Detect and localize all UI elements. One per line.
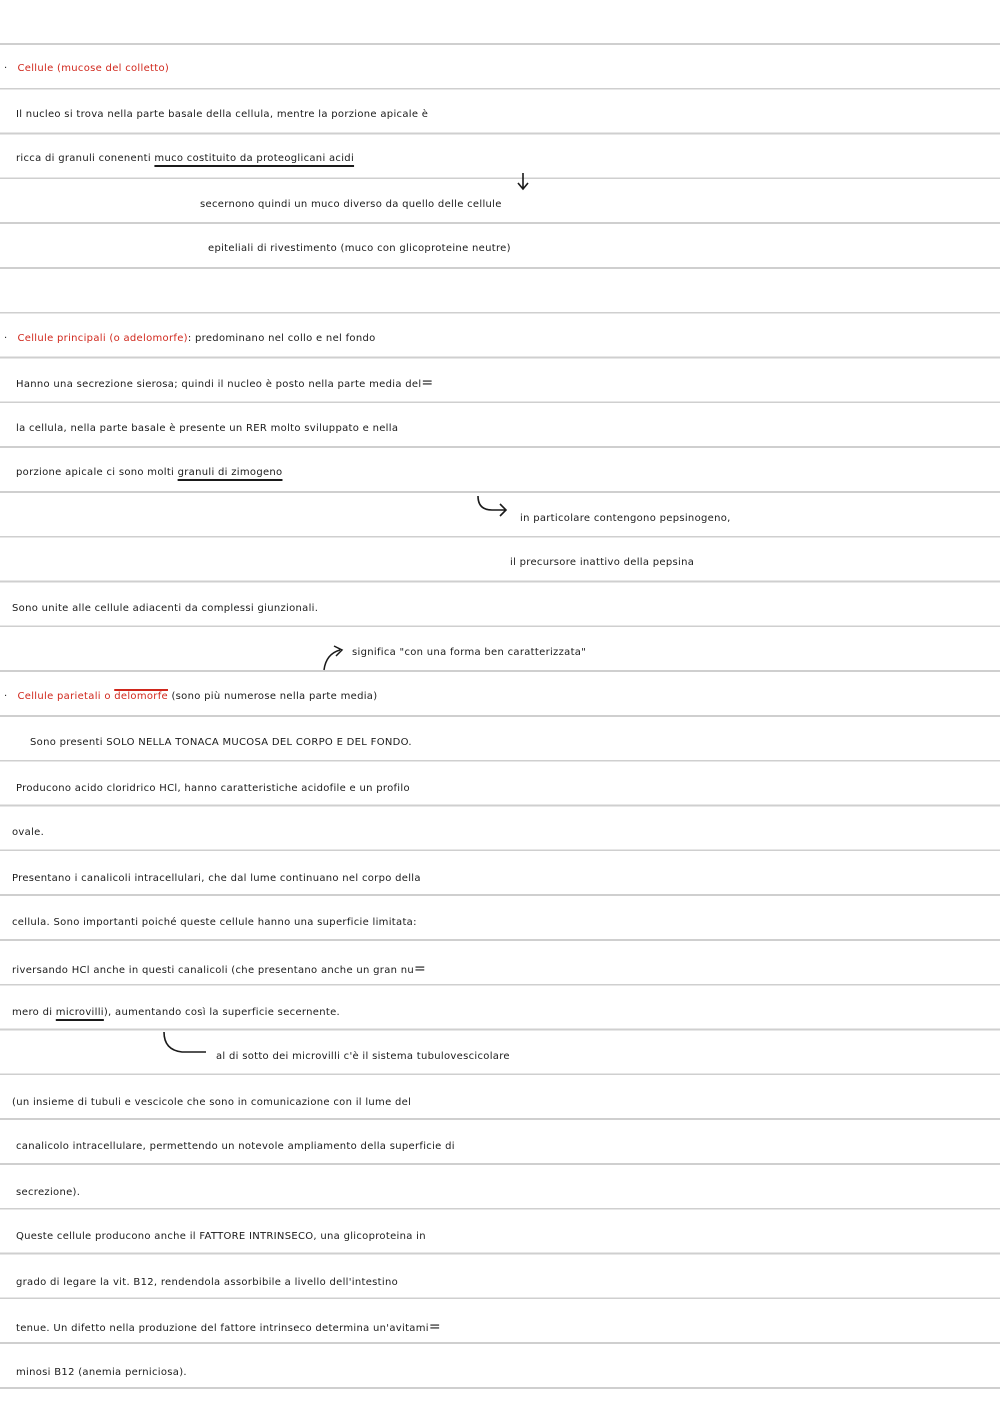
text-line: minosi B12 (anemia perniciosa).: [16, 1367, 187, 1378]
title-tail-text: : predominano nel collo e nel fondo: [187, 333, 376, 344]
section-title-principali: [4, 326, 1000, 352]
text-line: Producono acido cloridrico HCl, hanno caratteristiche acidofile e un profilo: [16, 783, 410, 794]
text-line: (un insieme di tubuli e vescicole che sono in comunicazione con il lume del: [12, 1097, 412, 1108]
text-line: cellula. Sono importanti poiché queste cellule hanno una superficie limitata:: [12, 917, 417, 928]
annotation-note: significa "con una forma ben caratterizzata": [352, 647, 587, 658]
hyphen-mark: =: [428, 1319, 441, 1335]
curved-arrow-icon: [318, 642, 350, 672]
text-span: riversando HCl anche in questi canalicoli (che presentano anche un gran nu: [12, 965, 415, 976]
title-overlined-text: delomorfe: [114, 691, 168, 702]
text-span: ricca di granuli conenenti: [16, 153, 155, 164]
title-tail-text: (sono più numerose nella parte media): [167, 691, 378, 702]
text-span: tenue. Un difetto nella produzione del fattore intrinseco determina un'avitami: [16, 1323, 429, 1334]
title-text: Cellule (mucose del colletto): [17, 63, 170, 74]
text-line: [16, 146, 1000, 172]
underlined-text: granuli di zimogeno: [177, 467, 283, 478]
text-line: epiteliali di rivestimento (muco con glicoproteine neutre): [208, 243, 511, 254]
text-line: secrezione).: [16, 1187, 81, 1198]
text-line: [12, 956, 1000, 984]
hyphen-mark: =: [414, 961, 427, 977]
text-line: Sono presenti SOLO NELLA TONACA MUCOSA DEL CORPO E DEL FONDO.: [30, 737, 412, 748]
text-line: Queste cellule producono anche il FATTORE INTRINSECO, una glicoproteina in: [16, 1231, 426, 1242]
text-line: Il nucleo si trova nella parte basale della cellula, mentre la porzione apicale è: [16, 109, 429, 120]
text-span: ), aumentando così la superficie secernente.: [103, 1007, 341, 1018]
text-line: grado di legare la vit. B12, rendendola assorbibile a livello dell'intestino: [16, 1277, 399, 1288]
text-line: [16, 1314, 1000, 1342]
text-line: [12, 1000, 1000, 1026]
text-line: canalicolo intracellulare, permettendo un notevole ampliamento della superficie di: [16, 1141, 455, 1152]
text-line: Presentano i canalicoli intracellulari, che dal lume continuano nel corpo della: [12, 873, 421, 884]
text-span: porzione apicale ci sono molti: [16, 467, 178, 478]
text-span: mero di: [12, 1007, 56, 1018]
text-line: la cellula, nella parte basale è presente un RER molto sviluppato e nella: [16, 423, 399, 434]
text-line: secernono quindi un muco diverso da quello delle cellule: [200, 199, 502, 210]
text-line: il precursore inattivo della pepsina: [510, 557, 695, 568]
section-title-mucose: [4, 56, 1000, 82]
text-span: Hanno una secrezione sierosa; quindi il nucleo è posto nella parte media del: [16, 379, 422, 390]
underlined-text: muco costituito da proteoglicani acidi: [154, 153, 355, 164]
title-text: Cellule principali (o adelomorfe): [17, 333, 188, 344]
text-line: Sono unite alle cellule adiacenti da complessi giunzionali.: [12, 603, 319, 614]
down-arrow-icon: [516, 172, 530, 192]
bullet-icon: ·: [4, 333, 8, 344]
text-line: [16, 370, 1000, 398]
bullet-icon: ·: [4, 691, 8, 702]
section-title-parietali: [4, 684, 1000, 710]
bullet-icon: ·: [4, 63, 8, 74]
curved-arrow-icon: [470, 494, 510, 520]
text-line: [16, 460, 1000, 486]
curved-connector-icon: [158, 1030, 208, 1058]
title-text: Cellule parietali o: [17, 691, 115, 702]
text-line: ovale.: [12, 827, 45, 838]
text-line: al di sotto dei microvilli c'è il sistema tubulovescicolare: [216, 1051, 510, 1062]
underlined-text: microvilli: [55, 1007, 104, 1018]
hyphen-mark: =: [421, 375, 434, 391]
text-line: in particolare contengono pepsinogeno,: [520, 513, 731, 524]
